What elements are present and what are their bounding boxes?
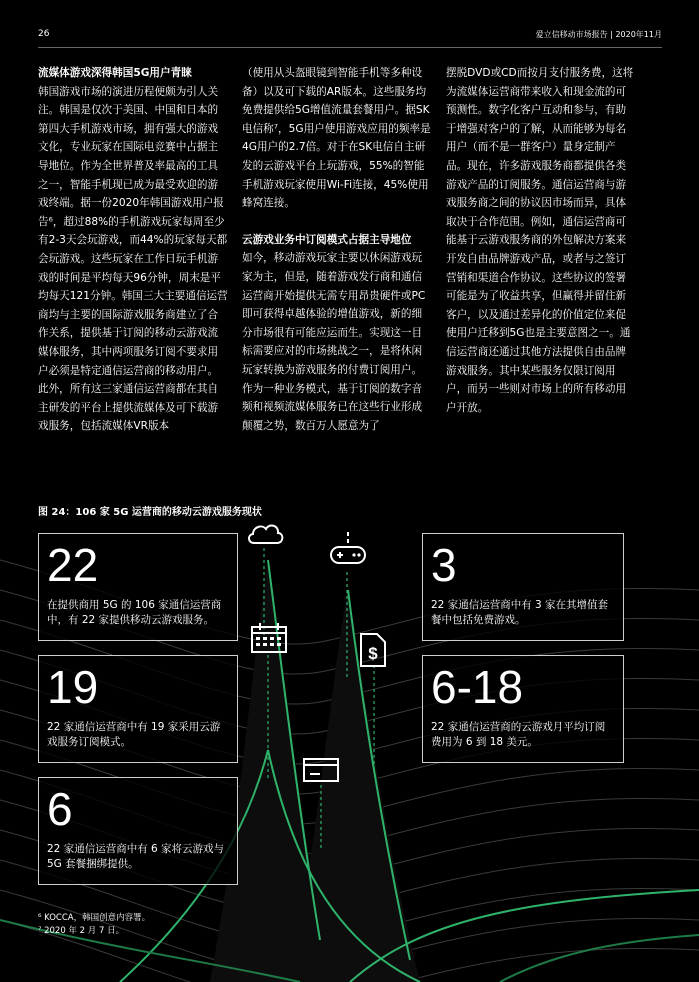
stat-card-monthly-fee: [422, 655, 624, 763]
stat-number: 19: [47, 661, 99, 713]
stat-number: 22: [47, 539, 99, 591]
stat-description: 22 家通信运营商中有 6 家将云游戏与 5G 套餐捆绑提供。: [47, 843, 225, 870]
stat-number: 6: [47, 783, 73, 835]
paragraph-subscription: 如今，移动游戏玩家主要以休闲游戏玩家为主，但是，随着游戏发行商和通信运营商开始提供无需专用昂贵硬件或PC即可获得卓越体验的增值游戏，新的细分市场很有可能应运而生。实现这一目标需要应对的市场挑战之一，是将休闲玩家转换为游戏服务的付费订阅用户。作为一种业务模式，基于订阅的数字音频和视频流媒体服务已在这些行业形成颠覆之势，数百万人愿意为了: [242, 252, 426, 432]
dollar-document-icon: [358, 632, 388, 668]
stat-description: 22 家通信运营商中有 19 家采用云游戏服务订阅模式。: [47, 721, 221, 748]
section-heading-subscription: 云游戏业务中订阅模式占据主导地位: [242, 233, 412, 246]
report-title: 爱立信移动市场报告 | 2020年11月: [535, 30, 662, 39]
text-column-3: [446, 64, 636, 417]
cloud-icon: [245, 520, 285, 546]
gamepad-icon: [329, 532, 367, 566]
paragraph-korea: 韩国游戏市场的演进历程便颇为引人关注。韩国是仅次于美国、中国和日本的第四大手机游戏市场，拥有强大的游戏文化，专业玩家在国际电竞赛中占据主导地位。作为全世界普及率最高的工具之一，智能手机现已成为最受欢迎的游戏终端。据一份2020年韩国游戏用户报告⁶，超过88%的手机游戏玩家每周至少有2-3天会玩游戏，而44%的玩家每天都会玩游戏。这些玩家在工作日玩手机游戏的时间是平均每天96分钟，周末是平均每天121分钟。韩国三大主要通信运营商均与主要的国际游戏服务商建立了合作关系，提供基于订阅的移动云游戏流媒体服务，其中两项服务订阅不要求用户必须是特定通信运营商的移动用户。此外，所有这三家通信运营商都在其自主研发的平台上提供流媒体及可下载游戏服务，包括流媒体VR版本: [38, 85, 228, 433]
stat-card-operators-offering: [38, 533, 238, 641]
stat-number: 3: [431, 539, 457, 591]
stat-card-subscription-model: [38, 655, 238, 763]
footnotes: [38, 912, 150, 938]
stat-description: 22 家通信运营商的云游戏月平均订阅费用为 6 到 18 美元。: [431, 721, 606, 748]
stat-description: 22 家通信运营商中有 3 家在其增值套餐中包括免费游戏。: [431, 599, 609, 626]
page-number: 26: [38, 29, 50, 39]
footnote-7: ⁷ 2020 年 2 月 7 日。: [38, 926, 125, 936]
section-heading-korea: 流媒体游戏深得韩国5G用户青睐: [38, 67, 192, 79]
header-divider: [38, 47, 662, 48]
paragraph-subscription-continued: 摆脱DVD或CD而按月支付服务费，这将为流媒体运营商带来收入和现金流的可预测性。数字化客户互动和参与，有助于增强对客户的了解，从而能够为每名用户（而不是一群客户）量身定制产品。现在，许多游戏服务商都提供各类游戏产品的订阅服务。通信运营商与游戏服务商之间的协议因市场而异，具体取决于合作范围。例如，通信运营商可能基于云游戏服务商的外包解决方案来开发自由品牌游戏产品，或者与之签订营销和渠道合作协议。这些协议的签署可能是为了收益共享，但赢得并留住新客户，以及通过差异化的价值定位来促使用户迁移到5G也是主要意图之一。通信运营商还通过其他方法提供自由品牌游戏服务。其中某些服务仅限订阅用户，而另一些则对市场上的所有移动用户开放。: [446, 67, 634, 414]
svg-text:$: $: [368, 644, 378, 663]
figure-title: 图 24：106 家 5G 运营商的移动云游戏服务现状: [38, 507, 262, 518]
text-column-2: [242, 64, 432, 435]
credit-card-icon: [302, 757, 340, 783]
stat-card-bundled-5g: [38, 777, 238, 885]
text-column-1: [38, 64, 228, 436]
stat-number: 6-18: [431, 661, 524, 713]
calendar-icon: [250, 622, 288, 654]
stat-description: 在提供商用 5G 的 106 家通信运营商中，有 22 家提供移动云游戏服务。: [47, 599, 222, 626]
paragraph-continued: （使用从头盔眼镜到智能手机等多种设备）以及可下载的AR版本。这些服务均免费提供给5G增值流量套餐用户。据SK电信称⁷，5G用户使用游戏应用的频率是4G用户的2.7倍。对于在SK电信自主研发的云游戏平台上玩游戏，55%的智能手机游戏玩家使用Wi-Fi连接，45%使用蜂窝连接。: [242, 67, 431, 210]
page-header: [0, 0, 699, 38]
footnote-6: ⁶ KOCCA，韩国创意内容署。: [38, 913, 151, 923]
stat-card-free-games: [422, 533, 624, 641]
